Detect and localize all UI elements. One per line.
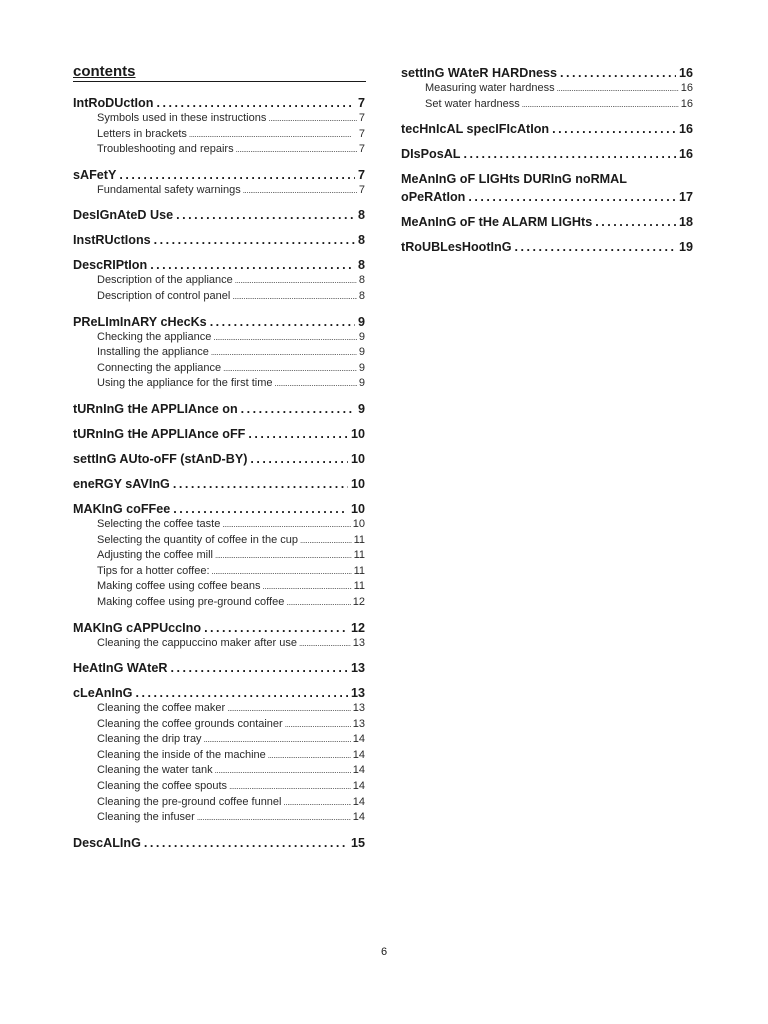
toc-subentry-page: 9 bbox=[358, 361, 365, 374]
toc-heading[interactable] bbox=[73, 168, 365, 183]
toc-subentry-page: 11 bbox=[353, 580, 365, 593]
toc-heading-label: tecHnIcAL specIFIcAtIon bbox=[401, 122, 550, 137]
toc-subentry[interactable] bbox=[97, 636, 365, 652]
dot-leader bbox=[135, 686, 348, 701]
toc-heading[interactable] bbox=[73, 96, 365, 111]
toc-heading-label: tRoUBLesHootInG bbox=[401, 240, 512, 255]
toc-heading-label: tURnInG tHe APPLIAnce on bbox=[73, 401, 238, 416]
toc-subentry-label: Adjusting the coffee mill bbox=[97, 549, 213, 562]
toc-heading[interactable] bbox=[401, 172, 693, 187]
toc-heading-page: 8 bbox=[357, 258, 365, 273]
toc-heading[interactable] bbox=[401, 240, 693, 255]
toc-heading-label: MeAnInG oF LIGHts DURInG noRMAL bbox=[401, 172, 627, 187]
toc-section bbox=[73, 96, 365, 158]
dot-leader bbox=[229, 779, 351, 795]
toc-heading-label: eneRGY sAVInG bbox=[73, 476, 170, 491]
toc-section bbox=[73, 258, 365, 304]
toc-subentry-page: 16 bbox=[680, 97, 693, 110]
toc-heading-label: HeAtInG WAteR bbox=[73, 661, 168, 676]
toc-heading-label: InstRUctIons bbox=[73, 233, 151, 248]
toc-heading[interactable] bbox=[401, 147, 693, 162]
toc-heading[interactable] bbox=[73, 258, 365, 273]
toc-subentry-page: 9 bbox=[358, 330, 365, 343]
toc-subentry-page: 9 bbox=[358, 377, 365, 390]
toc-subentry-label: Checking the appliance bbox=[97, 330, 212, 343]
dot-leader bbox=[204, 732, 351, 748]
dot-leader bbox=[284, 795, 351, 811]
toc-heading[interactable] bbox=[401, 215, 693, 230]
toc-subentry-page: 13 bbox=[352, 636, 365, 649]
toc-subentry-page: 8 bbox=[358, 289, 365, 302]
toc-heading-page: 9 bbox=[357, 401, 365, 416]
dot-leader bbox=[154, 233, 355, 248]
dot-leader bbox=[173, 502, 348, 517]
toc-heading[interactable] bbox=[73, 208, 365, 223]
toc-subentry-label: Cleaning the coffee grounds container bbox=[97, 717, 283, 730]
dot-leader bbox=[241, 402, 355, 417]
dot-leader bbox=[552, 122, 676, 137]
toc-subentry-label: Cleaning the infuser bbox=[97, 811, 195, 824]
toc-section bbox=[401, 147, 693, 162]
toc-subentry-page: 14 bbox=[352, 780, 365, 793]
toc-heading[interactable] bbox=[73, 452, 365, 467]
toc-subentries bbox=[73, 636, 365, 652]
toc-heading-page: 16 bbox=[678, 147, 693, 162]
toc-subentry-page: 7 bbox=[358, 143, 365, 156]
dot-leader bbox=[212, 564, 352, 580]
toc-heading[interactable] bbox=[73, 836, 365, 851]
toc-subentry[interactable] bbox=[97, 717, 365, 733]
dot-leader bbox=[263, 579, 352, 595]
toc-subentry-page: 11 bbox=[353, 564, 365, 577]
dot-leader bbox=[285, 717, 351, 733]
toc-subentry[interactable] bbox=[97, 183, 365, 199]
toc-heading-page: 7 bbox=[357, 96, 365, 110]
toc-subentry-label: Using the appliance for the first time bbox=[97, 377, 273, 390]
toc-subentries bbox=[401, 81, 693, 112]
dot-leader bbox=[235, 273, 357, 289]
toc-section bbox=[73, 168, 365, 199]
toc-subentry-label: Troubleshooting and repairs bbox=[97, 143, 234, 156]
toc-subentry-page: 7 bbox=[358, 112, 365, 124]
toc-subentry[interactable] bbox=[97, 779, 365, 795]
dot-leader bbox=[463, 147, 676, 162]
dot-leader bbox=[215, 548, 352, 564]
toc-subentry-page: 14 bbox=[352, 795, 365, 808]
dot-leader bbox=[156, 96, 355, 111]
toc-subentry[interactable] bbox=[97, 127, 365, 143]
toc-heading-label: cLeAnInG bbox=[73, 686, 133, 701]
toc-section bbox=[401, 66, 693, 112]
dot-leader bbox=[300, 533, 352, 549]
toc-subentry[interactable] bbox=[97, 330, 365, 346]
toc-subentry[interactable] bbox=[97, 564, 365, 580]
dot-leader bbox=[515, 240, 676, 255]
toc-section bbox=[401, 122, 693, 137]
toc-subentry[interactable] bbox=[97, 345, 365, 361]
toc-section bbox=[73, 621, 365, 652]
dot-leader bbox=[150, 258, 355, 273]
toc-subentry-label: Cleaning the drip tray bbox=[97, 733, 202, 746]
toc-subentry-label: Making coffee using coffee beans bbox=[97, 580, 261, 593]
dot-leader bbox=[204, 621, 348, 636]
toc-subentry-page: 8 bbox=[358, 274, 365, 287]
toc-heading-label: IntRoDUctIon bbox=[73, 96, 154, 110]
toc-heading-page: 17 bbox=[678, 190, 693, 205]
toc-subentry-page: 13 bbox=[352, 717, 365, 730]
dot-leader bbox=[268, 111, 357, 127]
toc-subentry-label: Fundamental safety warnings bbox=[97, 183, 241, 196]
toc-subentry-page: 14 bbox=[352, 748, 365, 761]
toc-heading-label: DIsPosAL bbox=[401, 147, 461, 162]
toc-subentries bbox=[73, 517, 365, 611]
toc-subentry[interactable] bbox=[97, 142, 365, 158]
toc-subentry-label: Installing the appliance bbox=[97, 346, 209, 359]
toc-subentry[interactable] bbox=[425, 97, 693, 113]
dot-leader bbox=[215, 763, 351, 779]
toc-subentry[interactable] bbox=[97, 376, 365, 392]
dot-leader bbox=[468, 190, 676, 205]
toc-subentry-label: Selecting the coffee taste bbox=[97, 517, 221, 530]
dot-leader bbox=[268, 748, 351, 764]
toc-subentry[interactable] bbox=[97, 763, 365, 779]
dot-leader bbox=[197, 810, 351, 826]
toc-heading[interactable] bbox=[401, 122, 693, 137]
toc-subentry-page: 14 bbox=[352, 733, 365, 746]
toc-section bbox=[73, 208, 365, 223]
toc-column-right bbox=[401, 66, 693, 255]
toc-section bbox=[401, 240, 693, 255]
toc-section bbox=[73, 502, 365, 611]
toc-subentry[interactable] bbox=[97, 111, 365, 127]
toc-subentry[interactable] bbox=[97, 810, 365, 826]
dot-leader bbox=[595, 215, 676, 230]
toc-heading-page: 16 bbox=[678, 122, 693, 137]
toc-heading-page: 10 bbox=[350, 476, 365, 491]
toc-subentries bbox=[73, 330, 365, 392]
toc-heading-label: oPeRAtIon bbox=[401, 190, 466, 205]
toc-heading-label: DesIGnAteD Use bbox=[73, 208, 174, 223]
toc-heading-page: 8 bbox=[357, 233, 365, 248]
toc-subentry[interactable] bbox=[97, 361, 365, 377]
toc-subentry-page: 10 bbox=[352, 517, 365, 530]
toc-subentry-label: Cleaning the coffee spouts bbox=[97, 780, 228, 793]
toc-section bbox=[401, 172, 693, 205]
toc-heading-page: 12 bbox=[350, 620, 365, 635]
toc-heading[interactable] bbox=[73, 621, 365, 636]
dot-leader bbox=[222, 517, 350, 533]
toc-heading[interactable] bbox=[73, 427, 365, 442]
toc-heading-page: 8 bbox=[357, 208, 365, 223]
toc-heading[interactable] bbox=[73, 502, 365, 517]
page-title: contents bbox=[73, 63, 136, 80]
toc-subentry-label: Description of control panel bbox=[97, 289, 231, 302]
toc-heading[interactable] bbox=[73, 686, 365, 701]
toc-subentry-label: Making coffee using pre-ground coffee bbox=[97, 595, 285, 608]
toc-heading-page: 16 bbox=[678, 66, 693, 80]
dot-leader bbox=[274, 376, 356, 392]
toc-heading-label: settInG WAteR HARDness bbox=[401, 66, 558, 80]
toc-heading-page: 13 bbox=[350, 686, 365, 701]
toc-heading[interactable] bbox=[73, 402, 365, 417]
toc-subentry-page: 11 bbox=[353, 549, 365, 562]
toc-heading-label: MeAnInG oF tHe ALARM LIGHts bbox=[401, 215, 593, 230]
toc-subentry[interactable] bbox=[97, 595, 365, 611]
toc-subentry-label: Measuring water hardness bbox=[425, 82, 555, 94]
toc-heading-label: DescRIPtIon bbox=[73, 258, 148, 273]
dot-leader bbox=[189, 127, 357, 143]
toc-subentry-page: 7 bbox=[358, 183, 365, 196]
toc-heading-label: settInG AUto-oFF (stAnD-BY) bbox=[73, 451, 248, 466]
contents-heading-block bbox=[73, 63, 366, 82]
toc-section bbox=[73, 233, 365, 248]
toc-heading-page: 7 bbox=[357, 167, 365, 182]
toc-subentry-label: Tips for a hotter coffee: bbox=[97, 564, 210, 577]
toc-subentry-page: 14 bbox=[352, 764, 365, 777]
toc-subentry[interactable] bbox=[97, 289, 365, 305]
toc-subentry[interactable] bbox=[97, 732, 365, 748]
toc-heading-label: MAKInG coFFee bbox=[73, 501, 171, 516]
toc-subentry[interactable] bbox=[97, 533, 365, 549]
toc-subentry[interactable] bbox=[97, 548, 365, 564]
toc-heading-page: 10 bbox=[350, 426, 365, 441]
toc-subentry-label: Cleaning the pre-ground coffee funnel bbox=[97, 795, 282, 808]
dot-leader bbox=[248, 427, 348, 442]
dot-leader bbox=[144, 836, 348, 851]
dot-leader bbox=[223, 361, 357, 377]
toc-subentry-label: Selecting the quantity of coffee in the cup bbox=[97, 533, 298, 546]
toc-subentries bbox=[73, 701, 365, 826]
toc-subentry[interactable] bbox=[97, 748, 365, 764]
dot-leader bbox=[119, 168, 355, 183]
toc-heading-label: sAFetY bbox=[73, 167, 117, 182]
toc-subentry[interactable] bbox=[97, 701, 365, 717]
toc-heading-label: tURnInG tHe APPLIAnce oFF bbox=[73, 426, 246, 441]
dot-leader bbox=[232, 289, 357, 305]
toc-heading-label: PReLImInARY cHecKs bbox=[73, 314, 207, 329]
toc-heading-page: 13 bbox=[350, 661, 365, 676]
dot-leader bbox=[522, 97, 679, 113]
dot-leader bbox=[210, 315, 355, 330]
dot-leader bbox=[557, 81, 679, 97]
toc-subentry-page: 11 bbox=[353, 533, 365, 546]
toc-subentry-page: 7 bbox=[358, 127, 365, 140]
toc-subentry-label: Description of the appliance bbox=[97, 274, 233, 287]
toc-subentries bbox=[73, 111, 365, 158]
toc-subentry-label: Cleaning the water tank bbox=[97, 764, 213, 777]
toc-heading[interactable] bbox=[401, 190, 693, 205]
toc-heading-page: 15 bbox=[350, 835, 365, 850]
toc-heading-label: DescALInG bbox=[73, 835, 141, 850]
toc-section bbox=[73, 402, 365, 417]
toc-section bbox=[73, 452, 365, 467]
toc-subentry-page: 13 bbox=[352, 702, 365, 715]
dot-leader bbox=[243, 183, 357, 199]
toc-subentry-label: Cleaning the coffee maker bbox=[97, 702, 226, 715]
toc-heading-page: 9 bbox=[357, 314, 365, 329]
dot-leader bbox=[286, 595, 350, 611]
toc-subentry-page: 9 bbox=[358, 346, 365, 359]
toc-section bbox=[73, 315, 365, 392]
toc-heading[interactable] bbox=[73, 315, 365, 330]
dot-leader bbox=[227, 701, 351, 717]
toc-subentry-label: Cleaning the cappuccino maker after use bbox=[97, 636, 297, 649]
toc-subentry-label: Connecting the appliance bbox=[97, 361, 222, 374]
toc-section bbox=[73, 477, 365, 492]
toc-heading[interactable] bbox=[401, 66, 693, 81]
page-number: 6 bbox=[380, 946, 388, 958]
dot-leader bbox=[560, 66, 676, 81]
dot-leader bbox=[299, 636, 351, 652]
toc-subentry[interactable] bbox=[97, 795, 365, 811]
toc-section bbox=[401, 215, 693, 230]
toc-heading[interactable] bbox=[73, 477, 365, 492]
toc-section bbox=[73, 686, 365, 826]
toc-subentry[interactable] bbox=[425, 81, 693, 97]
toc-subentry[interactable] bbox=[97, 579, 365, 595]
toc-heading-page: 19 bbox=[678, 240, 693, 255]
dot-leader bbox=[176, 208, 355, 223]
toc-subentry-label: Symbols used in these instructions bbox=[97, 112, 267, 124]
toc-heading-label: MAKInG cAPPUccIno bbox=[73, 620, 202, 635]
toc-section bbox=[73, 661, 365, 676]
toc-section bbox=[73, 836, 365, 851]
toc-heading[interactable] bbox=[73, 233, 365, 248]
toc-subentry-page: 16 bbox=[680, 82, 693, 94]
toc-subentry-label: Set water hardness bbox=[425, 97, 520, 110]
toc-subentry-label: Cleaning the inside of the machine bbox=[97, 748, 266, 761]
toc-subentry-page: 12 bbox=[352, 595, 365, 608]
toc-heading-page: 18 bbox=[678, 215, 693, 230]
dot-leader bbox=[170, 661, 348, 676]
toc-subentry-page: 14 bbox=[352, 811, 365, 824]
toc-subentry-label: Letters in brackets bbox=[97, 127, 187, 140]
toc-heading-page: 10 bbox=[350, 451, 365, 466]
dot-leader bbox=[213, 330, 357, 346]
dot-leader bbox=[173, 477, 348, 492]
toc-subentry[interactable] bbox=[97, 273, 365, 289]
toc-heading-page: 10 bbox=[350, 501, 365, 516]
toc-subentries bbox=[73, 183, 365, 199]
toc-column-left bbox=[73, 96, 365, 851]
toc-heading[interactable] bbox=[73, 661, 365, 676]
dot-leader bbox=[211, 345, 357, 361]
dot-leader bbox=[250, 452, 348, 467]
toc-section bbox=[73, 427, 365, 442]
toc-subentry[interactable] bbox=[97, 517, 365, 533]
toc-subentries bbox=[73, 273, 365, 304]
dot-leader bbox=[236, 142, 357, 158]
